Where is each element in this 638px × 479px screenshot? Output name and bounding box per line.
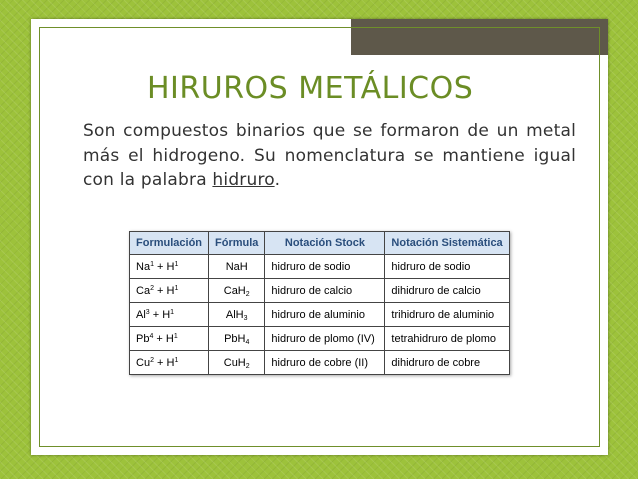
hydrogen-charge: 1 [173, 332, 178, 340]
formula-cell [209, 255, 265, 279]
hydrogen-charge: 1 [174, 260, 179, 268]
metal-charge: 4 [149, 332, 154, 340]
hydrogen-charge: 1 [174, 284, 179, 292]
metal-symbol: Cu [136, 356, 151, 369]
formula-subscript: 2 [245, 290, 250, 298]
body-text: Son compuestos binarios que se formaron de un metal más el hidrogeno. Su nomenclatura se mantiene igual con la palabra [83, 121, 576, 190]
formula-subscript: 2 [245, 362, 250, 370]
metal-symbol: Pb [136, 332, 150, 345]
table-row [130, 255, 510, 279]
stock-cell: hidruro de calcio [265, 279, 385, 303]
plus-hydrogen: + H [153, 284, 175, 297]
body-paragraph [83, 119, 576, 193]
plus-hydrogen: + H [149, 308, 171, 321]
sistematica-cell: trihidruro de aluminio [385, 303, 509, 327]
formula-base: AlH [225, 308, 244, 321]
sistematica-cell: tetrahidruro de plomo [385, 327, 509, 351]
table-row [130, 303, 510, 327]
plus-hydrogen: + H [153, 356, 175, 369]
hydrogen-charge: 1 [170, 308, 175, 316]
underlined-word: hidruro [212, 170, 275, 190]
stock-cell: hidruro de aluminio [265, 303, 385, 327]
plus-hydrogen: + H [153, 260, 175, 273]
formula-base: PbH [224, 332, 246, 345]
formula-base: CuH [223, 356, 246, 369]
header-notacion-sistematica: Notación Sistemática [385, 232, 509, 255]
formula-subscript: 3 [243, 314, 248, 322]
formula-base: NaH [225, 260, 248, 273]
metal-charge: 2 [150, 284, 154, 292]
formula-cell [209, 279, 265, 303]
formulacion-cell [130, 303, 209, 327]
stock-cell: hidruro de cobre (II) [265, 351, 385, 375]
metal-charge: 1 [150, 260, 154, 268]
hydride-table [129, 231, 510, 375]
slide-title: HIRUROS METÁLICOS [147, 71, 474, 106]
body-end: . [274, 170, 281, 190]
plus-hydrogen: + H [153, 332, 174, 345]
hydrogen-charge: 1 [174, 356, 179, 364]
sistematica-cell: dihidruro de cobre [385, 351, 509, 375]
metal-symbol: Ca [136, 284, 151, 297]
metal-charge: 3 [145, 308, 150, 316]
stock-cell: hidruro de plomo (IV) [265, 327, 385, 351]
slide [31, 19, 608, 455]
formulacion-cell [130, 327, 209, 351]
formula-subscript: 4 [245, 338, 250, 346]
formula-cell [209, 303, 265, 327]
table-row [130, 279, 510, 303]
table-body [130, 255, 510, 375]
hydride-table-container [129, 231, 510, 375]
formulacion-cell [130, 351, 209, 375]
formula-base: CaH [223, 284, 246, 297]
table-header-row [130, 232, 510, 255]
formula-cell [209, 327, 265, 351]
formulacion-cell [130, 255, 209, 279]
formula-cell [209, 351, 265, 375]
metal-symbol: Al [136, 308, 146, 321]
header-formula: Fórmula [209, 232, 265, 255]
metal-charge: 2 [150, 356, 154, 364]
table-row [130, 351, 510, 375]
sistematica-cell: hidruro de sodio [385, 255, 509, 279]
header-notacion-stock: Notación Stock [265, 232, 385, 255]
metal-symbol: Na [136, 260, 151, 273]
sistematica-cell: dihidruro de calcio [385, 279, 509, 303]
formulacion-cell [130, 279, 209, 303]
stock-cell: hidruro de sodio [265, 255, 385, 279]
header-formulacion: Formulación [130, 232, 209, 255]
table-row [130, 327, 510, 351]
